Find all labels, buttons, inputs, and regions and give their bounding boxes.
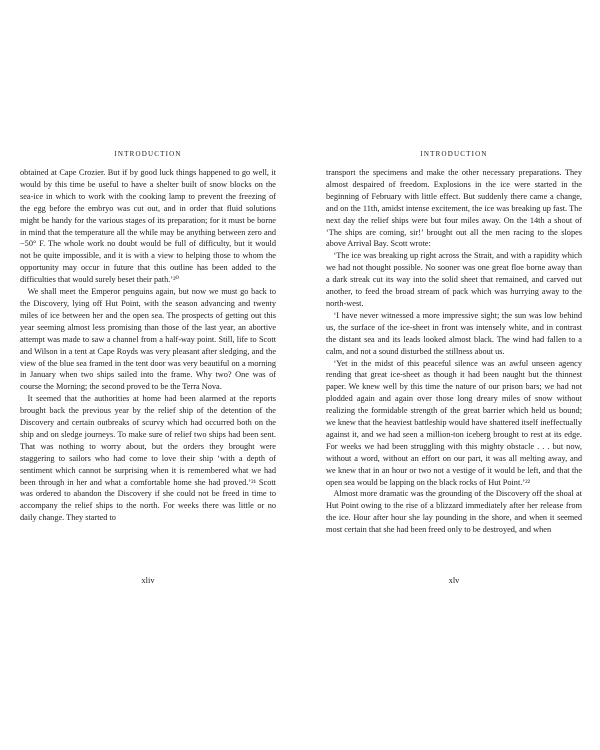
right-page bbox=[326, 150, 582, 585]
running-head: INTRODUCTION bbox=[420, 150, 488, 158]
paragraph: Almost more dramatic was the grounding of the Discovery off the shoal at Hut Point owing to the rise of a blizzard immediately after her release from the ice. Hour after hour she lay pounding in the shore, and when it seemed most certain that she had been freed only to be destroyed, and when bbox=[326, 489, 582, 535]
paragraph: ‘Yet in the midst of this peaceful silence was an awful unseen agency rending that great ice-sheet as though it had been naught but the thinnest paper. We knew well by this time the nature of our prison bars; we had not plodded again and again over those long dreary miles of snow without realizing the formidable strength of the great barrier which held us bound; we knew that the heaviest battleship would have shattered itself ineffectually against it, and we had seen a million-ton iceberg brought to rest at its edge. For weeks we had been struggling with this mighty obstacle . . . but now, without a word, without an effort on our part, it was all melting away, and we knew that in an hour or two not a vestige of it would be left, and that the open sea would be lapping on the black rocks of Hut Point.’²² bbox=[326, 358, 582, 487]
body-text bbox=[20, 167, 276, 524]
body-text bbox=[326, 167, 582, 536]
paragraph: ‘I have never witnessed a more impressive sight; the sun was low behind us, the surface of the ice-sheet in front was intensely white, and in contrast the distant sea and its leads looked almost black. The wind had fallen to a calm, and not a sound disturbed the stillness about us. bbox=[326, 310, 582, 356]
left-page bbox=[20, 150, 276, 585]
paragraph: We shall meet the Emperor penguins again, but now we must go back to the Discovery, lying off Hut Point, with the season advancing and twenty miles of ice between her and the open sea. The prospects of getting out this year seeming almost less promising than those of the last year, an abortive attempt was made to saw a channel from a half-way point. Still, life to Scott and Wilson in a tent at Cape Royds was very pleasant after sledging, and the view of the blue sea framed in the tent door was very beautiful on a morning in January when two ships sailed into the frame. Why two? One was of course the Morning; the second proved to be the Terra Nova. bbox=[20, 287, 276, 392]
paragraph: It seemed that the authorities at home had been alarmed at the reports brought back the previous year by the relief ship of the detention of the Discovery and certain outbreaks of scurvy which had occurred both on the ship and on sledge journeys. To make sure of relief two ships had been sent. That was nothing to worry about, but the orders they brought were staggering to sailors who had come to love their ship ‘with a depth of sentiment which cannot be surprising when it is remembered what we had been through in her and what a comfortable home she had proved.’²¹ Scott was ordered to abandon the Discovery if she could not be freed in time to accompany the relief ships to the north. For weeks there was little or no daily change. They started to bbox=[20, 394, 276, 523]
page-number: xliv bbox=[141, 575, 155, 585]
paragraph: transport the specimens and make the other necessary preparations. They almost despaired of freedom. Explosions in the ice were started in the beginning of February with little effect. But suddenly there came a change, and on the 11th, amidst intense excitement, the ice was breaking up fast. The next day the relief ships were but four miles away. On the 14th a shout of ‘The ships are coming, sir!’ brought out all the men racing to the slopes above Arrival Bay. Scott wrote: bbox=[326, 168, 582, 249]
paragraph: ‘The ice was breaking up right across the Strait, and with a rapidity which we had not thought possible. No sooner was one great floe borne away than a dark streak cut its way into the solid sheet that remained, and carved out another, to feed the broad stream of pack which was hurrying away to the north-west. bbox=[326, 251, 582, 308]
page-number: xlv bbox=[448, 575, 460, 585]
paragraph: obtained at Cape Crozier. But if by good luck things happened to go well, it would by this time be useful to have a shelter built of snow blocks on the sea-ice in which to work with the cooking lamp to prevent the freezing of the egg before the embryo was cut out, and in order that fluid solutions might be handy for the various stages of its preparation; for it must be borne in mind that the temperature all the while may be anything between zero and −50° F. The whole work no doubt would be full of difficulty, but it would not be quite impossible, and it is with a view to helping those to whom the opportunity may occur in future that this outline has been added to the difficulties that would surely beset their path.’²⁰ bbox=[20, 168, 276, 285]
running-head: INTRODUCTION bbox=[114, 150, 182, 158]
